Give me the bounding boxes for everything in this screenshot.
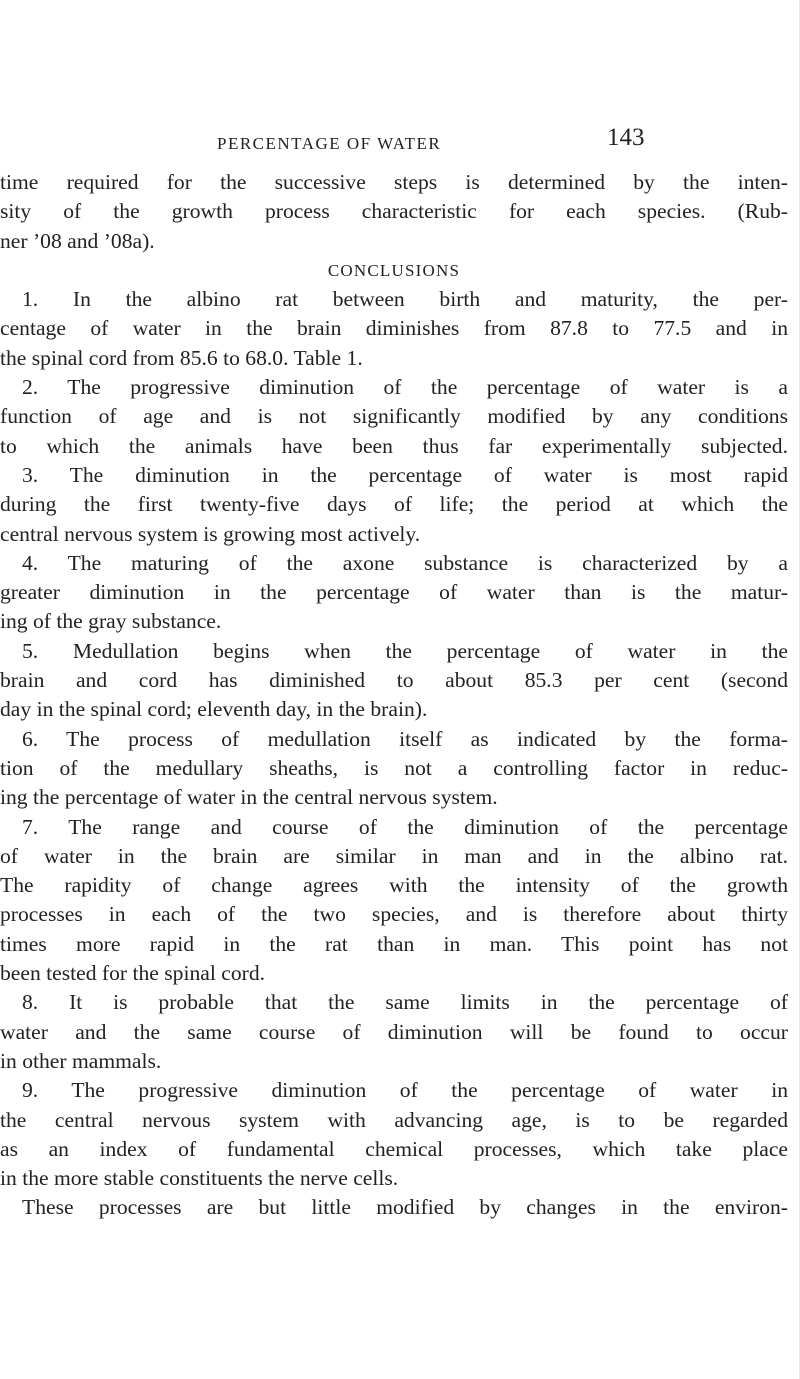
text-line: ing of the gray substance. (0, 609, 222, 634)
text-line: greater diminution in the percentage of water than is the matur- (0, 580, 788, 605)
text-line: 2. The progressive diminution of the percentage of water is a (22, 375, 788, 400)
text-line: in other mammals. (0, 1048, 162, 1073)
text-line: 6. The process of medullation itself as indicated by the forma- (22, 726, 788, 751)
text-line: ing the percentage of water in the central nervous system. (0, 785, 498, 810)
text-line: as an index of fundamental chemical processes, which take place (0, 1136, 788, 1161)
text-line: 3. The diminution in the percentage of water is most rapid (22, 462, 788, 487)
text-line: brain and cord has diminished to about 85.3 per cent (second (0, 668, 788, 693)
text-line: The rapidity of change agrees with the intensity of the growth (0, 873, 788, 898)
body-text (0, 168, 788, 1223)
text-line: tion of the medullary sheaths, is not a controlling factor in reduc- (0, 755, 788, 780)
page-number: 143 (607, 124, 645, 151)
running-head (0, 110, 800, 160)
text-line: in the more stable constituents the nerve cells. (0, 1166, 399, 1191)
text-line: day in the spinal cord; eleventh day, in the brain). (0, 697, 428, 722)
text-line: during the first twenty-five days of life; the period at which the (0, 492, 788, 517)
text-line: function of age and is not significantly modified by any conditions (0, 404, 788, 429)
text-line: ner ’08 and ’08a). (0, 228, 155, 253)
text-line: of water in the brain are similar in man and in the albino rat. (0, 843, 788, 868)
text-line: time required for the successive steps is determined by the inten- (0, 170, 788, 194)
text-line: 8. It is probable that the same limits in the percentage of (22, 990, 788, 1015)
text-line: times more rapid in the rat than in man. This point has not (0, 931, 788, 956)
text-line: 4. The maturing of the axone substance is characterized by a (22, 550, 788, 575)
text-line: 7. The range and course of the diminution of the percentage (22, 814, 788, 839)
text-line: to which the animals have been thus far experimentally subjected. (0, 433, 788, 458)
text-line: sity of the growth process characteristic for each species. (Rub- (0, 199, 788, 224)
text-line: the central nervous system with advancing age, is to be regarded (0, 1107, 788, 1132)
section-heading: CONCLUSIONS (327, 260, 461, 280)
text-line: 9. The progressive diminution of the percentage of water in (22, 1078, 788, 1103)
text-line: the spinal cord from 85.6 to 68.0. Table 1. (0, 345, 363, 370)
text-line: water and the same course of diminution will be found to occur (0, 1019, 788, 1044)
text-line: 5. Medullation begins when the percentage of water in the (22, 638, 788, 663)
text-line: These processes are but little modified by changes in the environ- (22, 1195, 788, 1220)
text-line: centage of water in the brain diminishes from 87.8 to 77.5 and in (0, 316, 788, 341)
running-head-title: PERCENTAGE OF WATER (217, 134, 442, 153)
text-line: central nervous system is growing most actively. (0, 521, 421, 546)
text-line: been tested for the spinal cord. (0, 961, 266, 986)
text-line: processes in each of the two species, and is therefore about thirty (0, 902, 788, 927)
text-line: 1. In the albino rat between birth and maturity, the per- (22, 287, 788, 312)
